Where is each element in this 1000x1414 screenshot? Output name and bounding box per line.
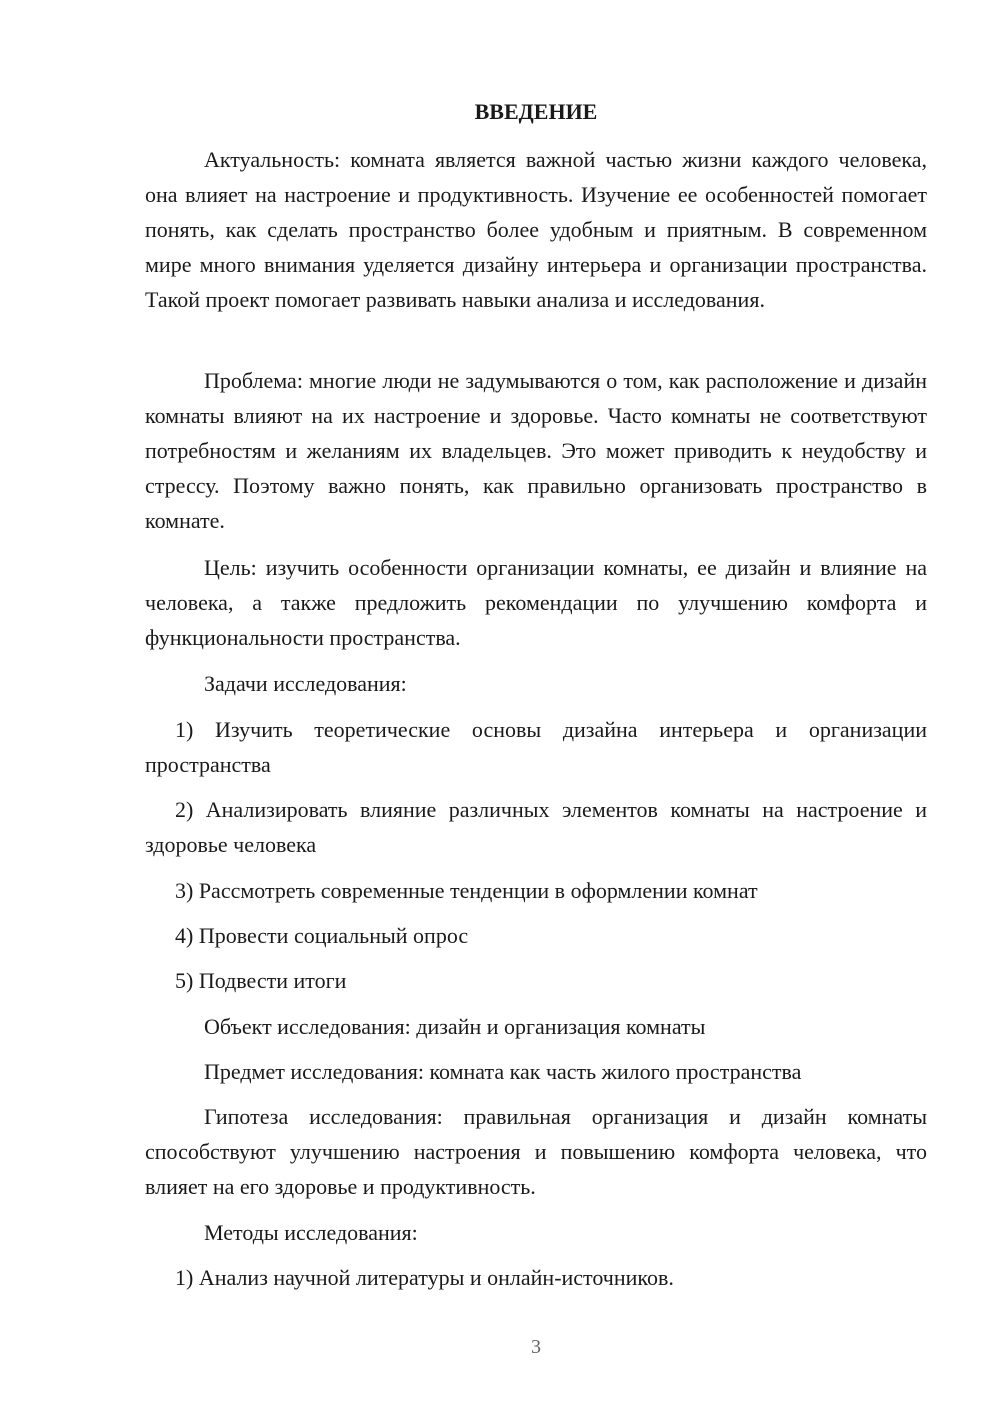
- page-title: ВВЕДЕНИЕ: [474, 99, 598, 124]
- paragraph-goal: Цель: изучить особенности организации комнаты, ее дизайн и влияние на человека, а также предложить рекомендации по улучшению комфорта и функциональности пространства.: [145, 555, 927, 650]
- list-item-task-2: 2) Анализировать влияние различных элементов комнаты на настроение и здоровье человека: [145, 797, 927, 857]
- paragraph-hypothesis: Гипотеза исследования: правильная организация и дизайн комнаты способствуют улучшению настроения и повышению комфорта человека, что влияет на его здоровье и продуктивность.: [145, 1104, 927, 1199]
- list-item-task-1: 1) Изучить теоретические основы дизайна интерьера и организации пространства: [145, 717, 927, 777]
- paragraph-subject: Предмет исследования: комната как часть жилого пространства: [204, 1059, 802, 1084]
- document-page: [145, 0, 927, 1414]
- paragraph-tasks-heading: Задачи исследования:: [204, 671, 407, 696]
- paragraph-problem: Проблема: многие люди не задумываются о том, как расположение и дизайн комнаты влияют на их настроение и здоровье. Часто комнаты не соответствуют потребностям и желаниям их владельцев. Это может приводить к неудобству и стрессу. Поэтому важно понять, как правильно организовать пространство в комнате.: [145, 368, 927, 533]
- list-item-method-1: 1) Анализ научной литературы и онлайн-источников.: [175, 1265, 674, 1290]
- paragraph-object: Объект исследования: дизайн и организация комнаты: [204, 1014, 706, 1039]
- paragraph-methods-heading: Методы исследования:: [204, 1220, 418, 1245]
- list-item-task-5: 5) Подвести итоги: [175, 968, 347, 993]
- paragraph-relevance: Актуальность: комната является важной частью жизни каждого человека, она влияет на настроение и продуктивность. Изучение ее особенностей помогает понять, как сделать пространство более удобным и приятным. В современном мире много внимания уделяется дизайну интерьера и организации пространства. Такой проект помогает развивать навыки анализа и исследования.: [145, 147, 927, 312]
- list-item-task-4: 4) Провести социальный опрос: [175, 923, 469, 948]
- list-item-task-3: 3) Рассмотреть современные тенденции в оформлении комнат: [175, 878, 758, 903]
- page-number: 3: [531, 1336, 541, 1358]
